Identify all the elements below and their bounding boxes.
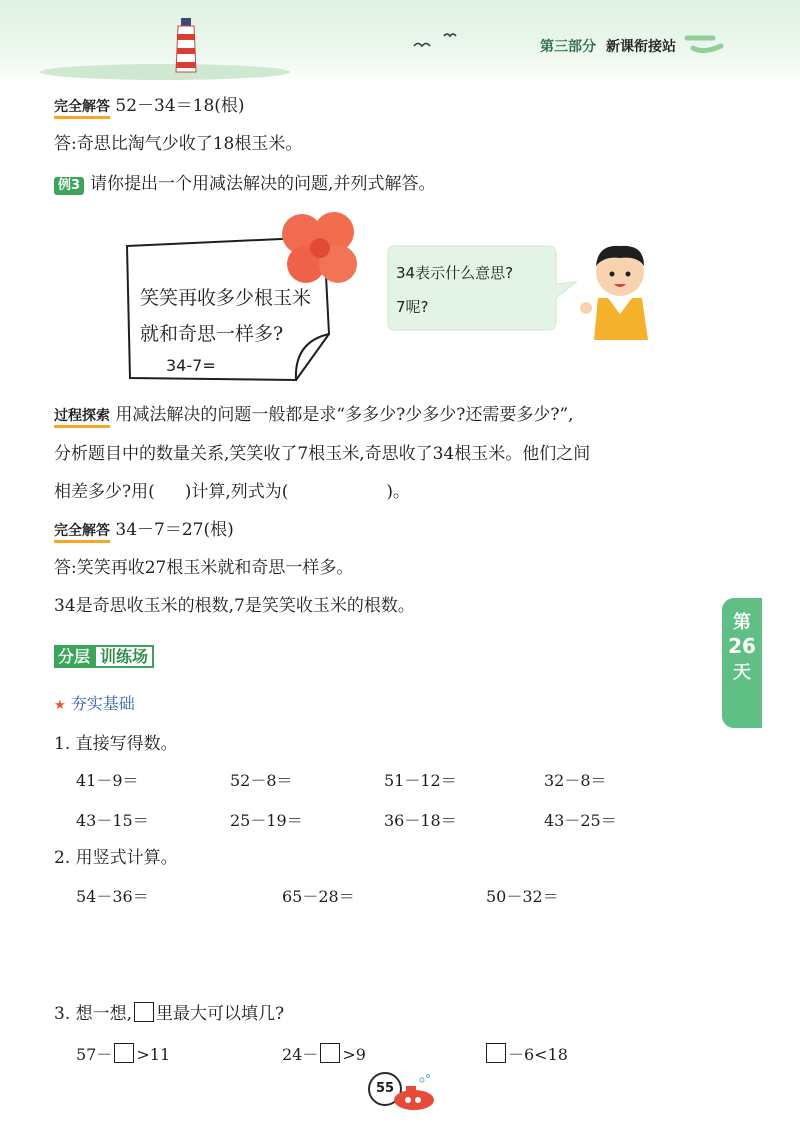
- solution-answer: 答:笑笑再收27根玉米就和奇思一样多。: [54, 558, 354, 578]
- process-line-3: [54, 480, 410, 504]
- answer-box[interactable]: [114, 1043, 134, 1063]
- q3-item: [282, 1042, 366, 1065]
- q3-item-right: >9: [342, 1045, 366, 1064]
- lighthouse-icon: [168, 16, 204, 74]
- part-label: 第三部分: [540, 39, 596, 55]
- q3-title: [54, 1002, 284, 1026]
- card-question-1: 笑笑再收多少根玉米: [140, 287, 312, 309]
- answer-box[interactable]: [486, 1043, 506, 1063]
- day-tab: [722, 598, 762, 728]
- q3-item-right: －6<18: [508, 1045, 568, 1064]
- answer-box[interactable]: [320, 1043, 340, 1063]
- q3-item: [484, 1042, 568, 1065]
- q1-item: 32－8＝: [544, 771, 607, 790]
- q3-item-right: >11: [136, 1045, 171, 1064]
- training-title-a: 分层: [54, 645, 94, 668]
- q1-item: 51－12＝: [384, 771, 457, 790]
- section-heading-text: 夯实基础: [70, 694, 135, 713]
- prev-solution-line: [54, 94, 245, 119]
- q1-item: 43－15＝: [76, 811, 149, 830]
- solution-tag-2: 完全解答: [54, 522, 110, 543]
- process-text-3a: 相差多少?用(: [54, 482, 155, 502]
- q2-item: 54－36＝: [76, 887, 149, 906]
- prev-equation: 52－34＝18(根): [115, 96, 245, 116]
- bubble-line-2: 7呢?: [396, 298, 429, 316]
- flower-icon: [276, 208, 362, 288]
- birds-icon: [412, 30, 462, 50]
- q2-title: 2. 用竖式计算。: [54, 848, 178, 868]
- section-title: 新课衔接站: [606, 39, 676, 55]
- bubble-line-1: 34表示什么意思?: [396, 264, 514, 282]
- training-banner: [54, 644, 154, 667]
- q1-item: 36－18＝: [384, 811, 457, 830]
- blank-box-icon: [134, 1002, 154, 1022]
- q1-item: 25－19＝: [230, 811, 303, 830]
- example-badge: 例3: [54, 177, 84, 195]
- solution-note: 34是奇思收玉米的根数,7是笑笑收玉米的根数。: [54, 596, 415, 616]
- example-prompt: 请你提出一个用减法解决的问题,并列式解答。: [90, 174, 436, 194]
- day-tab-suffix: 天: [733, 662, 751, 683]
- process-tag: 过程探索: [54, 407, 110, 428]
- q1-item: 52－8＝: [230, 771, 293, 790]
- card-question-2: 就和奇思一样多?: [140, 323, 284, 345]
- q1-item: 43－25＝: [544, 811, 617, 830]
- solution-line: [54, 518, 234, 543]
- page-number: 55: [368, 1072, 402, 1106]
- section-heading: [54, 691, 135, 714]
- star-icon: ★: [54, 698, 66, 713]
- process-text-1: 用减法解决的问题一般都是求“多多少?少多少?还需要多少?”,: [115, 405, 574, 425]
- q3-title-b: 里最大可以填几?: [156, 1004, 285, 1024]
- solution-equation: 34－7＝27(根): [115, 520, 234, 540]
- q3-item-left: 24－: [282, 1045, 319, 1064]
- q2-item: 65－28＝: [282, 887, 355, 906]
- boy-character: [578, 236, 658, 344]
- day-tab-prefix: 第: [733, 612, 751, 633]
- card-equation: 34-7=: [166, 356, 216, 375]
- header-island: [40, 64, 290, 80]
- submarine-icon: [392, 1074, 442, 1114]
- process-text-2: 分析题目中的数量关系,笑笑收了7根玉米,奇思收了34根玉米。他们之间: [54, 444, 591, 464]
- q3-item-left: 57－: [76, 1045, 113, 1064]
- q3-title-a: 3. 想一想,: [54, 1004, 133, 1024]
- day-tab-number: 26: [728, 634, 756, 658]
- q3-item: [76, 1042, 170, 1065]
- process-line-1: [54, 403, 574, 428]
- header-swirl-icon: [683, 26, 725, 58]
- q2-item: 50－32＝: [486, 887, 559, 906]
- process-text-3c: )。: [386, 482, 411, 502]
- process-text-3b: )计算,列式为(: [184, 482, 289, 502]
- speech-bubble: [386, 244, 586, 332]
- prev-answer: 答:奇思比淘气少收了18根玉米。: [54, 134, 303, 154]
- solution-tag: 完全解答: [54, 98, 110, 119]
- example3-prompt-line: [54, 172, 435, 196]
- q1-title: 1. 直接写得数。: [54, 734, 178, 754]
- q1-item: 41－9＝: [76, 771, 139, 790]
- training-title-b: 训练场: [94, 645, 154, 668]
